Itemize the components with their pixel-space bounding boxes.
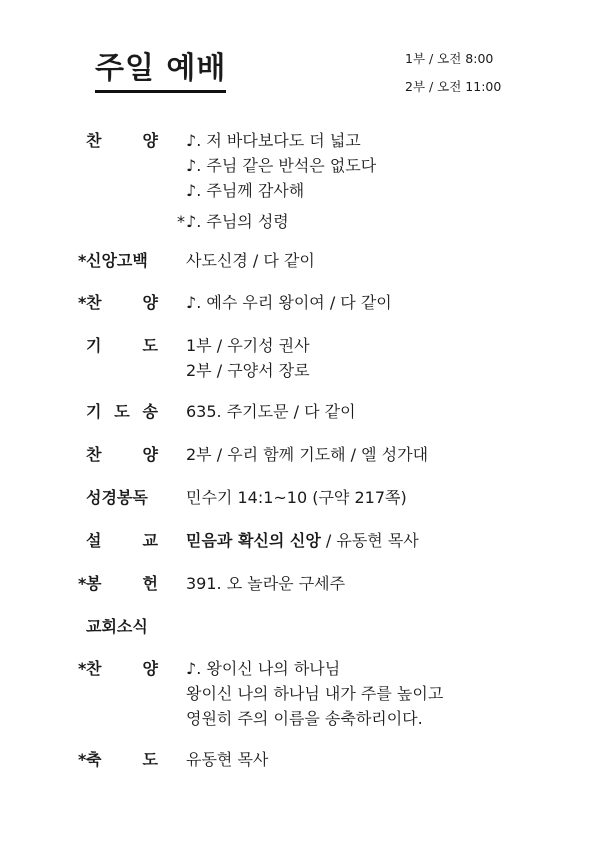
label-text: 신앙고백 bbox=[86, 251, 148, 270]
label-char: 양 bbox=[142, 131, 158, 150]
label-char: 양 bbox=[142, 445, 158, 464]
star-mark: * bbox=[78, 750, 87, 769]
item-content: 1부 / 우기성 권사 2부 / 구양서 장로 bbox=[186, 336, 310, 380]
item-content: ♪. 예수 우리 왕이여 / 다 같이 bbox=[186, 293, 392, 312]
page-title: 주일 예배 bbox=[95, 50, 226, 93]
item-content: 391. 오 놀라운 구세주 bbox=[186, 574, 346, 593]
label-char: 양 bbox=[142, 293, 158, 312]
star-mark: * bbox=[78, 293, 87, 312]
label-char: 설 bbox=[86, 531, 102, 550]
label-text: 성경봉독 bbox=[86, 488, 148, 507]
service-times bbox=[405, 50, 501, 106]
star-mark: * bbox=[78, 659, 87, 678]
label-char: 도 bbox=[142, 336, 158, 355]
label-char: 기 bbox=[86, 402, 102, 421]
label-char: 찬 bbox=[86, 293, 102, 312]
label-char: 도 bbox=[114, 402, 130, 421]
star-mark: * bbox=[78, 251, 87, 270]
label-char: 도 bbox=[142, 750, 158, 769]
hymn-line: * ♪. 주님의 성령 bbox=[186, 209, 376, 234]
service-time-1: 1부 / 오전 8:00 bbox=[405, 51, 494, 66]
item-content: 민수기 14:1~10 (구약 217쪽) bbox=[186, 488, 407, 507]
label-char: 봉 bbox=[86, 574, 102, 593]
item-content: 635. 주기도문 / 다 같이 bbox=[186, 402, 356, 421]
item-content: ♪. 왕이신 나의 하나님 왕이신 나의 하나님 내가 주를 높이고 영원히 주의 이름을 송축하리이다. bbox=[186, 659, 444, 728]
item-content: 유동현 목사 bbox=[186, 750, 269, 769]
item-content bbox=[177, 128, 377, 234]
star-mark: * bbox=[177, 212, 185, 231]
star-mark: * bbox=[78, 574, 87, 593]
label-char: 찬 bbox=[86, 131, 102, 150]
hymn-line: ♪. 주님께 감사해 bbox=[186, 181, 305, 200]
label-char: 찬 bbox=[86, 445, 102, 464]
label-text: 교회소식 bbox=[86, 617, 148, 636]
label-char: 교 bbox=[142, 531, 158, 550]
label-char: 기 bbox=[86, 336, 102, 355]
hymn-line: ♪. 주님 같은 반석은 없도다 bbox=[186, 156, 377, 175]
label-char: 찬 bbox=[86, 659, 102, 678]
sermon-speaker: / 유동현 목사 bbox=[320, 531, 419, 550]
item-content: 사도신경 / 다 같이 bbox=[186, 251, 315, 270]
item-content bbox=[186, 528, 419, 553]
label-char: 양 bbox=[142, 659, 158, 678]
hymn-line: ♪. 저 바다보다도 더 넓고 bbox=[186, 131, 361, 150]
label-char: 축 bbox=[86, 750, 102, 769]
sermon-title: 믿음과 확신의 신앙 bbox=[186, 531, 321, 550]
item-content: 2부 / 우리 함께 기도해 / 엘 성가대 bbox=[186, 445, 429, 464]
label-char: 헌 bbox=[142, 574, 158, 593]
service-time-2: 2부 / 오전 11:00 bbox=[405, 79, 502, 94]
label-char: 송 bbox=[142, 402, 158, 421]
